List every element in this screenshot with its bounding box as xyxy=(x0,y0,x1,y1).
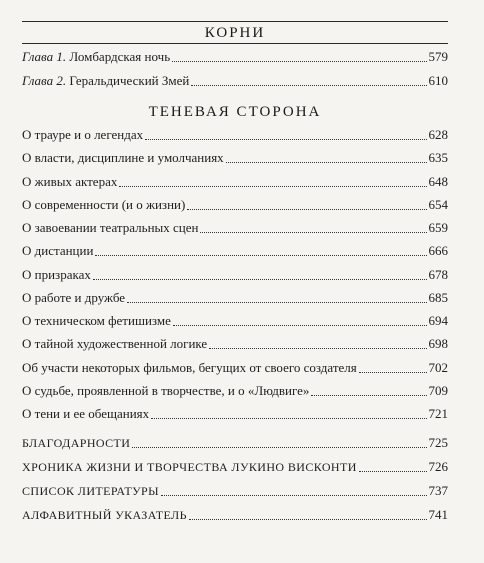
toc-entry[interactable] xyxy=(22,148,448,166)
top-rule xyxy=(22,21,448,22)
toc-entry-page-number: 726 xyxy=(428,459,448,474)
toc-entry[interactable] xyxy=(22,288,448,306)
dot-leader xyxy=(93,279,427,280)
toc-entry-title: О тайной художественной логике xyxy=(22,336,208,352)
toc-entry-title: О современности (и о жизни) xyxy=(22,196,186,212)
toc-entry-title: О трауре и о легендах xyxy=(22,127,144,142)
toc-entry[interactable] xyxy=(22,433,448,451)
section-title-shadow: ТЕНЕВАЯ СТОРОНА xyxy=(148,104,322,120)
toc-entry-page-number: 737 xyxy=(428,483,448,498)
dot-leader xyxy=(226,162,427,163)
dot-leader xyxy=(200,232,426,233)
dot-leader xyxy=(209,348,426,349)
toc-entry-title: О призраках xyxy=(22,266,91,282)
toc-entry-page-number: 659 xyxy=(428,220,448,235)
toc-entry-page-number: 635 xyxy=(428,150,448,166)
toc-entry[interactable] xyxy=(22,241,448,259)
toc-entry-page-number: 628 xyxy=(428,127,448,142)
toc-entry-page-number: 741 xyxy=(428,507,448,522)
dot-leader xyxy=(151,418,426,419)
toc-entry[interactable] xyxy=(22,457,448,475)
dot-leader xyxy=(95,255,426,256)
toc-entry-page-number: 694 xyxy=(428,313,448,328)
dot-leader xyxy=(191,85,426,86)
toc-entry[interactable] xyxy=(22,404,448,422)
toc-entry-page-number: 579 xyxy=(428,49,448,64)
dot-leader xyxy=(359,372,427,373)
dot-leader xyxy=(189,519,427,520)
toc-entry-title: О техническом фетишизме xyxy=(22,313,171,328)
toc-entry-title: СПИСОК ЛИТЕРАТУРЫ xyxy=(22,484,159,498)
toc-entry-page-number: 610 xyxy=(428,73,448,88)
toc-entry-page-number: 725 xyxy=(428,435,448,450)
toc-entry[interactable] xyxy=(22,125,448,143)
toc-entry[interactable] xyxy=(22,265,448,283)
toc-entry[interactable] xyxy=(22,71,448,89)
toc-entry-page-number: 698 xyxy=(428,336,448,352)
toc-entry[interactable] xyxy=(22,334,448,352)
toc-entry-title: Глава 2. Геральдический Змей xyxy=(22,73,190,88)
toc-entry-chapter-label: Глава 2. xyxy=(22,73,70,88)
toc-entry-title: БЛАГОДАРНОСТИ xyxy=(22,436,131,450)
toc-entry-title: Глава 1. Ломбардская ночь xyxy=(22,49,171,64)
toc-entry-page-number: 709 xyxy=(428,382,448,398)
dot-leader xyxy=(145,139,426,140)
section-title-roots: КОРНИ xyxy=(204,25,266,41)
toc-entry-title: АЛФАВИТНЫЙ УКАЗАТЕЛЬ xyxy=(22,508,187,522)
dot-leader xyxy=(127,302,426,303)
toc-entry-page-number: 654 xyxy=(428,196,448,212)
toc-entry-title: О живых актерах xyxy=(22,173,118,189)
toc-entry-title: О власти, дисциплине и умолчаниях xyxy=(22,150,224,166)
toc-entry-title: О тени и ее обещаниях xyxy=(22,406,150,421)
toc-entry[interactable] xyxy=(22,505,448,523)
toc-entry[interactable] xyxy=(22,218,448,236)
toc-entry-page-number: 702 xyxy=(428,359,448,375)
toc-entry-page-number: 678 xyxy=(428,266,448,282)
toc-entry-title: ХРОНИКА ЖИЗНИ И ТВОРЧЕСТВА ЛУКИНО ВИСКОНТИ xyxy=(22,460,357,474)
toc-entry-title: О завоевании театральных сцен xyxy=(22,220,199,235)
toc-entry[interactable] xyxy=(22,381,448,399)
dot-leader xyxy=(359,471,427,472)
toc-entry[interactable] xyxy=(22,47,448,65)
dot-leader xyxy=(161,495,427,496)
dot-leader xyxy=(132,447,426,448)
toc-entry[interactable] xyxy=(22,311,448,329)
toc-entry[interactable] xyxy=(22,358,448,376)
dot-leader xyxy=(172,61,426,62)
toc-entry[interactable] xyxy=(22,195,448,213)
toc-entry-title: Об участи некоторых фильмов, бегущих от своего создателя xyxy=(22,359,357,375)
toc-entry-page-number: 648 xyxy=(428,173,448,189)
dot-leader xyxy=(187,209,426,210)
roots-rule xyxy=(22,43,448,44)
toc-entry-title: О дистанции xyxy=(22,243,94,259)
dot-leader xyxy=(311,395,426,396)
toc-entry-title: О судьбе, проявленной в творчестве, и о «Людвиге» xyxy=(22,382,310,398)
toc-entry-page-number: 666 xyxy=(428,243,448,259)
toc-entry-title: О работе и дружбе xyxy=(22,289,126,305)
dot-leader xyxy=(173,325,427,326)
toc-entry-chapter-label: Глава 1. xyxy=(22,49,70,64)
toc-entry[interactable] xyxy=(22,481,448,499)
toc-entry-page-number: 685 xyxy=(428,289,448,305)
toc-entry[interactable] xyxy=(22,172,448,190)
toc-entry-page-number: 721 xyxy=(428,406,448,421)
dot-leader xyxy=(119,186,426,187)
